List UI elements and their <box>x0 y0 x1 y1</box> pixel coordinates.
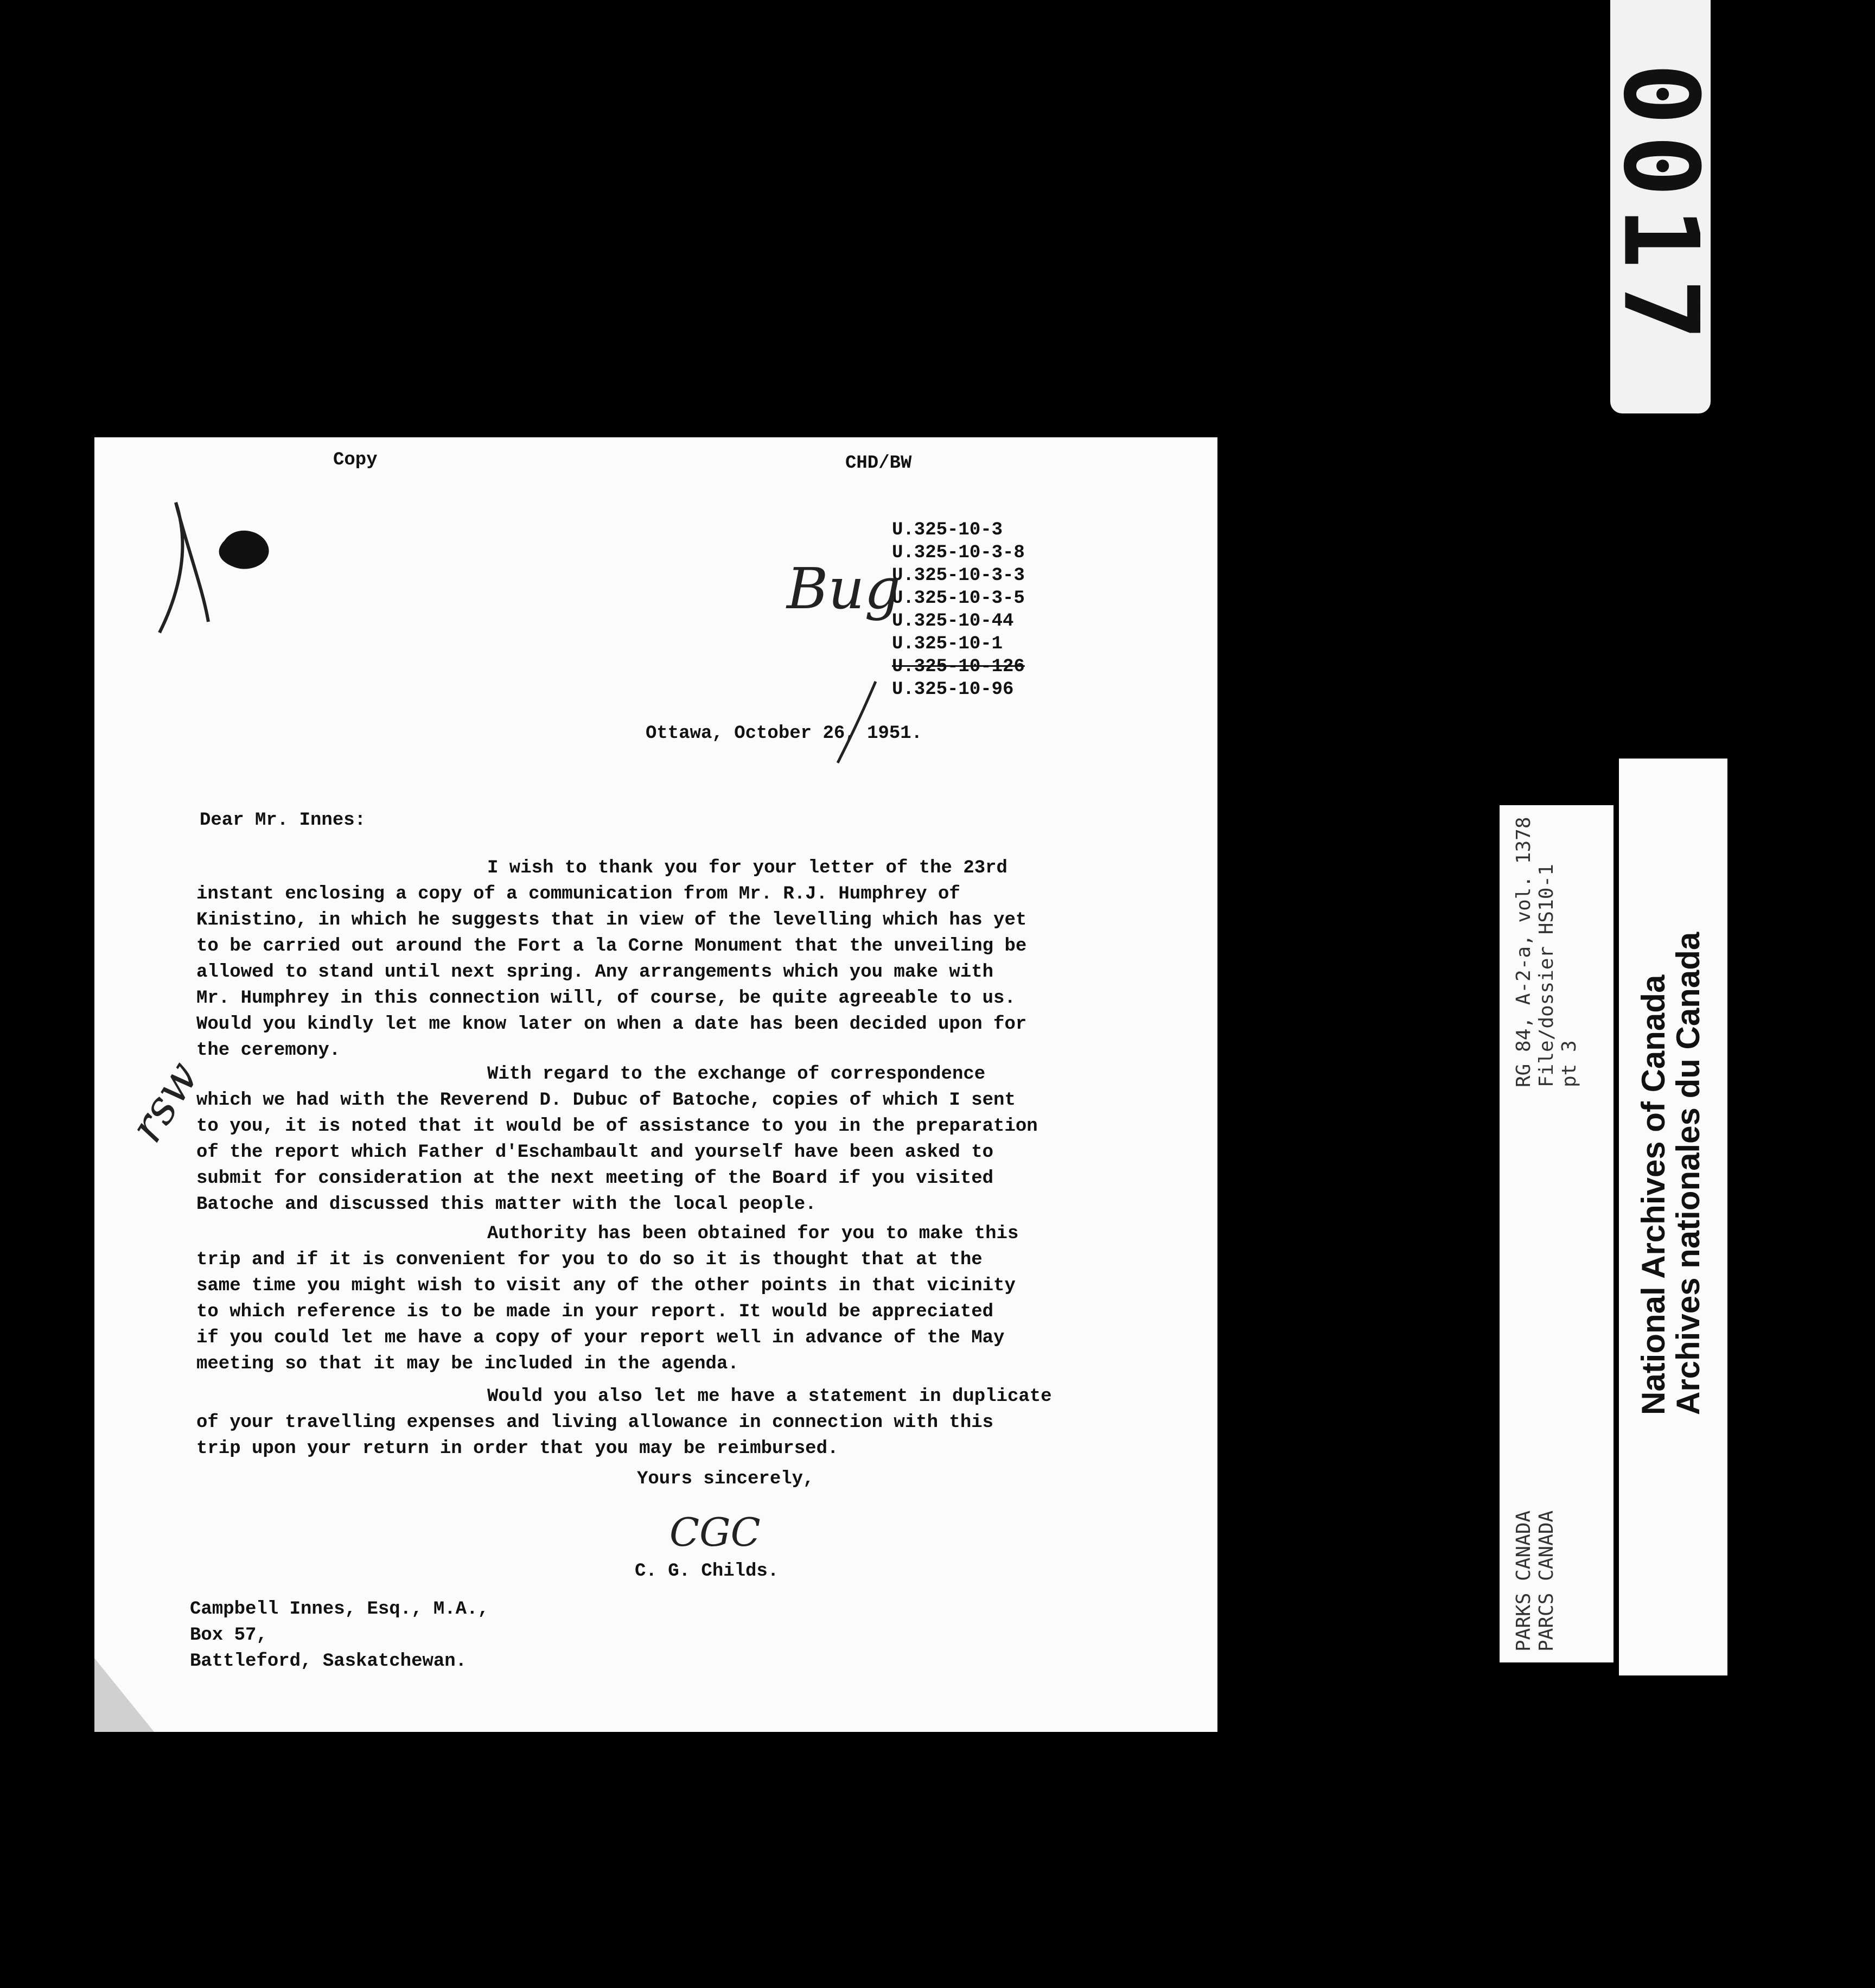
paragraph-line: I wish to thank you for your letter of the 23rd <box>487 858 1007 878</box>
paragraph-line: to which reference is to be made in your report. It would be appreciated <box>196 1302 994 1322</box>
margin-note-side: rsw <box>119 1052 209 1151</box>
paragraph-line: if you could let me have a copy of your report well in advance of the May <box>196 1328 1005 1348</box>
ink-blot <box>219 531 269 569</box>
paragraph-line: of your travelling expenses and living allowance in connection with this <box>196 1412 994 1433</box>
archive-name-en: National Archives of Canada <box>1635 974 1672 1415</box>
file-ref: U.325-10-3 <box>892 520 1003 540</box>
archive-slip <box>1619 759 1727 1675</box>
paragraph-line: same time you might wish to visit any of the other points in that vicinity <box>196 1276 1016 1296</box>
margin-note-stroke <box>838 681 876 763</box>
paragraph-line: submit for consideration at the next meeting of the Board if you visited <box>196 1168 994 1189</box>
file-ref: U.325-10-1 <box>892 634 1003 654</box>
paragraph-line: which we had with the Reverend D. Dubuc of Batoche, copies of which I sent <box>196 1090 1016 1111</box>
paragraph-line: Would you also let me have a statement in duplicate <box>487 1386 1052 1407</box>
paragraph-line: trip and if it is convenient for you to do so it is thought that at the <box>196 1250 983 1270</box>
reference-line-parks-fr: PARCS CANADA <box>1535 1510 1558 1652</box>
address-line: Battleford, Saskatchewan. <box>190 1651 467 1672</box>
paragraph-line: Mr. Humphrey in this connection will, of course, be quite agreeable to us. <box>196 988 1016 1009</box>
paragraph-line: trip upon your return in order that you may be reimbursed. <box>196 1438 839 1459</box>
reference-line-file: File/dossier HS10-1 <box>1535 864 1558 1087</box>
reference-slip <box>1500 805 1613 1662</box>
address-line: Box 57, <box>190 1625 267 1646</box>
paragraph-line: the ceremony. <box>196 1040 341 1061</box>
paragraph-line: instant enclosing a copy of a communication from Mr. R.J. Humphrey of <box>196 884 960 904</box>
file-ref: U.325-10-126 <box>892 657 1025 677</box>
signatory: C. G. Childs. <box>635 1561 779 1582</box>
frame-number: 0017 <box>1600 63 1720 351</box>
paragraph-line: allowed to stand until next spring. Any arrangements which you make with <box>196 962 994 983</box>
reference-line-parks-en: PARKS CANADA <box>1513 1510 1535 1652</box>
file-ref: U.325-10-3-8 <box>892 543 1025 563</box>
paragraph-line: Authority has been obtained for you to make this <box>487 1224 1019 1244</box>
file-ref: U.325-10-3-3 <box>892 565 1025 586</box>
archive-name-fr: Archives nationales du Canada <box>1670 932 1706 1415</box>
paragraph-line: to you, it is noted that it would be of assistance to you in the preparation <box>196 1116 1038 1137</box>
letter-page <box>94 437 1217 1732</box>
handwritten-marks <box>94 437 1217 1732</box>
paragraph-line: With regard to the exchange of correspondence <box>487 1064 986 1085</box>
header-copy: Copy <box>333 450 378 470</box>
reference-line-part: pt 3 <box>1558 1040 1580 1087</box>
paragraph-line: Batoche and discussed this matter with the local people. <box>196 1194 817 1215</box>
closing: Yours sincerely, <box>637 1469 814 1489</box>
reference-line-volume: RG 84, A-2-a, vol. 1378 <box>1513 817 1535 1087</box>
frame-number-tab <box>1600 0 1720 413</box>
margin-note-top: Bug <box>787 556 901 622</box>
file-ref: U.325-10-96 <box>892 679 1014 700</box>
paragraph-line: to be carried out around the Fort a la Corne Monument that the unveiling be <box>196 936 1027 957</box>
signature-initials: CGC <box>669 1509 761 1555</box>
paragraph-line: Kinistino, in which he suggests that in view of the levelling which has yet <box>196 910 1027 931</box>
address-line: Campbell Innes, Esq., M.A., <box>190 1599 489 1620</box>
folded-corner <box>94 1658 154 1732</box>
salutation: Dear Mr. Innes: <box>200 810 366 831</box>
paragraph-line: of the report which Father d'Eschambault and yourself have been asked to <box>196 1142 994 1163</box>
margin-check-mark <box>160 502 208 633</box>
file-ref: U.325-10-3-5 <box>892 588 1025 609</box>
paragraph-line: meeting so that it may be included in the agenda. <box>196 1354 739 1374</box>
file-ref: U.325-10-44 <box>892 611 1014 632</box>
paragraph-line: Would you kindly let me know later on when a date has been decided upon for <box>196 1014 1027 1035</box>
header-initials: CHD/BW <box>845 453 912 474</box>
letter-date: Ottawa, October 26, 1951. <box>646 723 923 744</box>
